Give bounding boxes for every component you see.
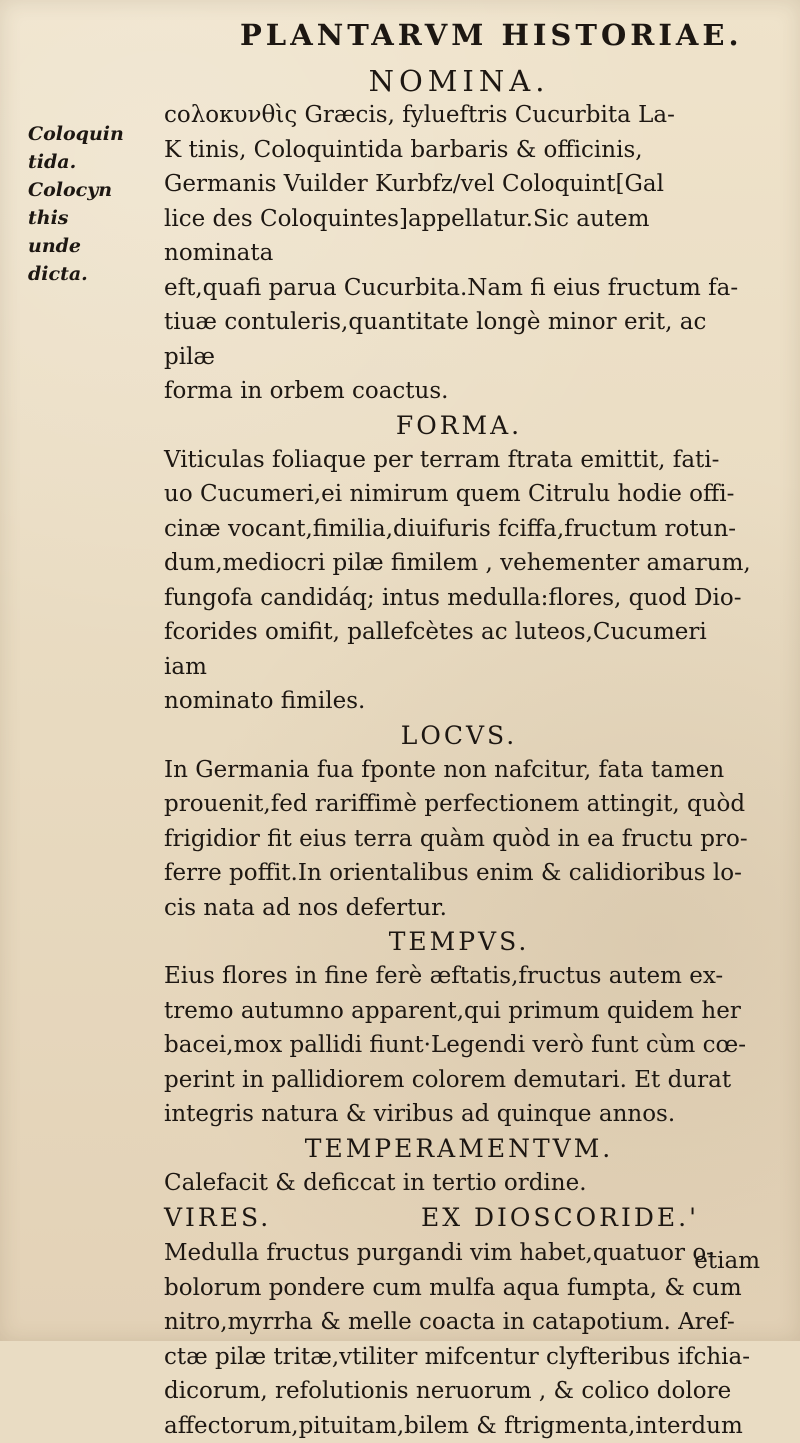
- running-header: PLANTARVM HISTORIAE.: [240, 18, 743, 52]
- paragraph-nomina: ϲολοκυνθὶς Græcis, fylueftris Cucurbita La- K tinis, Coloquintida barbaris & officinis, Germanis Vuilder Kurbfz/vel Coloquint[Gal lice des Coloquintes]appellatur.Sic autem nominata eft,quafi parua Cucurbita.Nam fi eius fructum fa- tiuæ contuleris,quantitate longè minor erit, ac pilæ forma in orbem coactus.: [164, 102, 739, 404]
- paragraph-temperamentvm: Calefacit & deficcat in tertio ordine.: [164, 1169, 587, 1196]
- vires-heading-row: [164, 1200, 699, 1236]
- paragraph-vires: Medulla fructus purgandi vim habet,quatuor o- bolorum pondere cum mulfa aqua fumpta, & cum nitro,myrrha & melle coacta in catapotium. Aref- ctæ pilæ tritæ,vtiliter mifcentur clyfteribus ifchia- dicorum, refolutionis neruorum , & colico dolore affectorum,pituitam,bilem & ftrigmenta,interdum: [164, 1240, 750, 1439]
- margin-note: Coloquin tida. Colocyn this unde dicta.: [28, 123, 124, 285]
- vires-heading-right: EX DIOSCORIDE.': [421, 1203, 699, 1232]
- paragraph-forma: Viticulas foliaque per terram ftrata emittit, fati- uo Cucumeri,ei nimirum quem Citrulu hodie offi- cinæ vocant,fimilia,diuifuris fciffa,fructum rotun- dum,mediocri pilæ fimilem , vehementer amarum, fungofa candidáq; intus medulla:flores, quod Dio- fcorides omifit, pallefcètes ac luteos,Cucumeri iam nominato fimiles.: [164, 446, 751, 714]
- catchword: etiam: [694, 1248, 760, 1274]
- section-heading-tempvs: TEMPVS.: [388, 927, 530, 956]
- section-heading-locvs: LOCVS.: [400, 720, 518, 750]
- paragraph-tempvs: Eius flores in fine ferè æftatis,fructus autem ex- tremo autumno apparent,qui primum quidem her bacei,mox pallidi fiunt·Legendi verò funt cùm cœ- perint in pallidiorem colorem demutari. Et durat integris natura & viribus ad quinque annos.: [164, 963, 747, 1127]
- main-text-column: [164, 64, 754, 1443]
- paragraph-locvs: In Germania fua fponte non nafcitur, fata tamen prouenit,fed rariffimè perfectionem attingit, quòd frigidior fit eius terra quàm quòd in ea fructu pro- ferre poffit.In orientalibus enim & calidioribus lo- cis nata ad nos defertur.: [164, 756, 748, 921]
- section-heading-nomina: NOMINA.: [368, 64, 550, 98]
- section-heading-temperamentvm: TEMPERAMENTVM.: [304, 1133, 614, 1163]
- section-heading-forma: FORMA.: [395, 410, 523, 440]
- vires-heading-left: VIRES.: [164, 1203, 272, 1232]
